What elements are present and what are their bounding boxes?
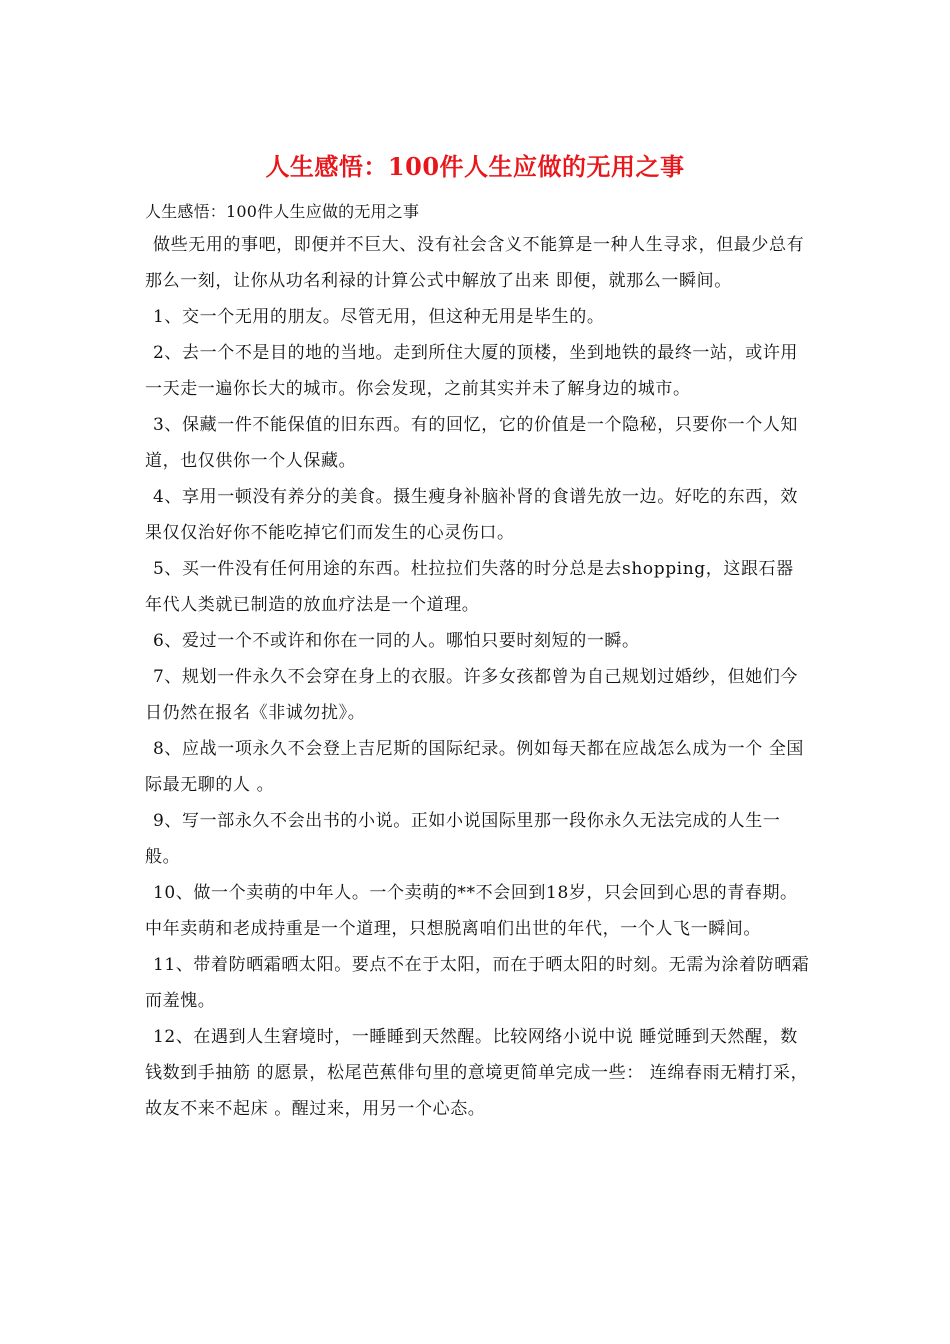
list-item: 11、带着防晒霜晒太阳。要点不在于太阳，而在于晒太阳的时刻。无需为涂着防晒霜而羞愧。	[145, 955, 810, 1011]
document-subtitle: 人生感悟：100件人生应做的无用之事	[145, 202, 420, 221]
list-item: 4、享用一顿没有养分的美食。摄生瘦身补脑补肾的食谱先放一边。好吃的东西，效果仅仅治好你不能吃掉它们而发生的心灵伤口。	[145, 487, 799, 543]
document-body	[145, 197, 810, 1127]
list-item: 6、爱过一个不或许和你在一同的人。哪怕只要时刻短的一瞬。	[153, 631, 640, 651]
list-item: 8、应战一项永久不会登上吉尼斯的国际纪录。例如每天都在应战怎么成为一个 全国际最无聊的人 。	[145, 739, 805, 795]
list-item: 12、在遇到人生窘境时，一睡睡到天然醒。比较网络小说中说 睡觉睡到天然醒，数钱数到手抽筋 的愿景，松尾芭蕉俳句里的意境更简单完成一些： 连绵春雨无精打采，故友不来不起床 。醒过来，用另一个心态。	[145, 1027, 809, 1119]
list-item: 7、规划一件永久不会穿在身上的衣服。许多女孩都曾为自己规划过婚纱，但她们今日仍然在报名《非诚勿扰》。	[145, 667, 799, 723]
list-item: 2、去一个不是目的地的当地。走到所住大厦的顶楼，坐到地铁的最终一站，或许用一天走一遍你长大的城市。你会发现，之前其实并未了解身边的城市。	[145, 343, 799, 399]
document-title: 人生感悟：100件人生应做的无用之事	[265, 152, 685, 181]
list-item: 9、写一部永久不会出书的小说。正如小说国际里那一段你永久无法完成的人生一般。	[145, 811, 781, 867]
list-item: 3、保藏一件不能保值的旧东西。有的回忆，它的价值是一个隐秘，只要你一个人知道，也仅供你一个人保藏。	[145, 415, 799, 471]
intro-paragraph: 做些无用的事吧，即便并不巨大、没有社会含义不能算是一种人生寻求，但最少总有那么一刻，让你从功名利禄的计算公式中解放了出来 即便，就那么一瞬间。	[145, 235, 805, 291]
list-item: 10、做一个卖萌的中年人。一个卖萌的**不会回到18岁，只会回到心思的青春期。中年卖萌和老成持重是一个道理，只想脱离咱们出世的年代，一个人飞一瞬间。	[145, 883, 798, 939]
list-item: 5、买一件没有任何用途的东西。杜拉拉们失落的时分总是去shopping，这跟石器年代人类就已制造的放血疗法是一个道理。	[145, 559, 794, 615]
list-item: 1、交一个无用的朋友。尽管无用，但这种无用是毕生的。	[153, 307, 605, 327]
